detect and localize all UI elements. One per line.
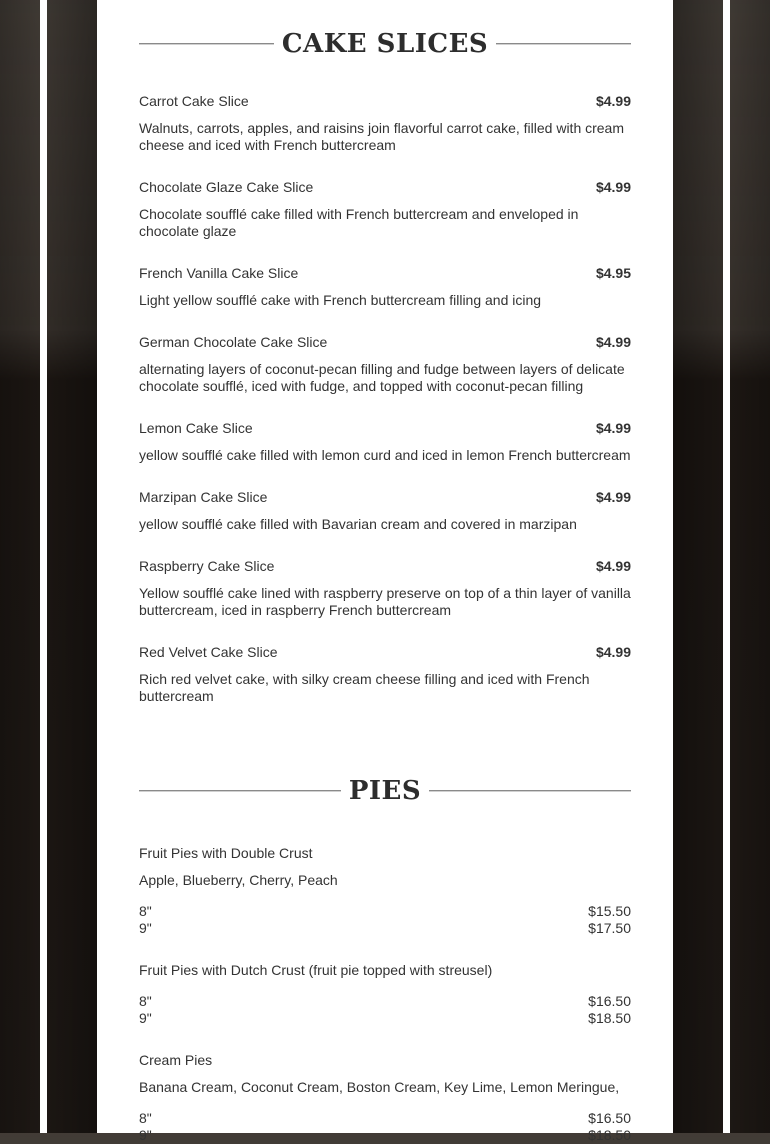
- item-name: Marzipan Cake Slice: [139, 489, 268, 505]
- item-description: yellow soufflé cake filled with Bavarian cream and covered in marzipan: [139, 516, 577, 532]
- pie-price: $16.50: [588, 1110, 631, 1126]
- section-spacer: [139, 730, 631, 771]
- pie-item: [139, 1052, 631, 1144]
- item-description: yellow soufflé cake filled with lemon curd and iced in lemon French buttercream: [139, 447, 631, 463]
- menu-item: [139, 644, 631, 705]
- pies-list: [139, 845, 631, 1144]
- item-price: $4.99: [595, 644, 631, 660]
- item-price: $4.99: [595, 93, 631, 109]
- menu-sheet: [97, 0, 673, 1143]
- item-price: $4.99: [595, 420, 631, 436]
- menu-item: [139, 179, 631, 240]
- background-right-outer: [730, 0, 770, 1133]
- item-price: $4.99: [595, 558, 631, 574]
- background-stripe-left: [40, 0, 47, 1133]
- pies-heading: [139, 771, 631, 811]
- menu-item: [139, 93, 631, 154]
- size-row: [139, 1127, 631, 1144]
- item-description: Banana Cream, Coconut Cream, Boston Cream, Key Lime, Lemon Meringue,: [139, 1079, 620, 1095]
- item-description: Light yellow soufflé cake with French buttercream filling and icing: [139, 292, 542, 308]
- item-description: Rich red velvet cake, with silky cream cheese filling and iced with French buttercream: [139, 671, 590, 704]
- item-description: Yellow soufflé cake lined with raspberry preserve on top of a thin layer of vanilla buttercream, iced in raspberry French buttercream: [139, 585, 631, 618]
- background-left-inner: [47, 0, 97, 1133]
- pie-price: $15.50: [588, 903, 631, 919]
- item-name: French Vanilla Cake Slice: [139, 265, 299, 281]
- item-name: Fruit Pies with Double Crust: [139, 845, 313, 861]
- background-left-outer: [0, 0, 40, 1133]
- size-price-list: [139, 993, 631, 1027]
- heading-rule-left: [139, 43, 274, 45]
- menu-content: [97, 24, 673, 1144]
- size-row: [139, 903, 631, 920]
- pie-size: 8": [139, 993, 152, 1009]
- heading-rule-right: [496, 43, 631, 45]
- item-description: Chocolate soufflé cake filled with French buttercream and enveloped in chocolate glaze: [139, 206, 579, 239]
- item-name: Cream Pies: [139, 1052, 213, 1068]
- item-name: Chocolate Glaze Cake Slice: [139, 179, 314, 195]
- pie-item: [139, 845, 631, 937]
- size-price-list: [139, 903, 631, 937]
- pie-price: $18.50: [588, 1010, 631, 1026]
- item-description: Apple, Blueberry, Cherry, Peach: [139, 872, 338, 888]
- item-price: $4.99: [595, 179, 631, 195]
- heading-rule-left: [139, 790, 341, 792]
- pie-size: 8": [139, 903, 152, 919]
- background-right-inner: [673, 0, 723, 1133]
- menu-item: [139, 420, 631, 464]
- section-title: CAKE SLICES: [281, 29, 489, 59]
- pie-size: 9": [139, 1010, 152, 1026]
- item-name: Red Velvet Cake Slice: [139, 644, 278, 660]
- menu-item: [139, 265, 631, 309]
- item-name: Raspberry Cake Slice: [139, 558, 275, 574]
- size-row: [139, 1010, 631, 1027]
- menu-item: [139, 558, 631, 619]
- item-name: Lemon Cake Slice: [139, 420, 253, 436]
- size-row: [139, 1110, 631, 1127]
- pie-size: 9": [139, 1127, 152, 1143]
- size-price-list: [139, 1110, 631, 1144]
- pie-price: $16.50: [588, 993, 631, 1009]
- cake-slices-heading: [139, 24, 631, 64]
- item-name: German Chocolate Cake Slice: [139, 334, 328, 350]
- pie-price: $17.50: [588, 920, 631, 936]
- item-price: $4.99: [595, 489, 631, 505]
- item-price: $4.95: [595, 265, 631, 281]
- item-name: Fruit Pies with Dutch Crust (fruit pie topped with streusel): [139, 962, 493, 978]
- item-name: Carrot Cake Slice: [139, 93, 249, 109]
- item-description: Walnuts, carrots, apples, and raisins join flavorful carrot cake, filled with cream cheese and iced with French buttercream: [139, 120, 625, 153]
- background-stripe-right: [723, 0, 730, 1133]
- heading-rule-right: [429, 790, 631, 792]
- pie-size: 8": [139, 1110, 152, 1126]
- size-row: [139, 993, 631, 1010]
- pie-price: $18.50: [588, 1127, 631, 1143]
- size-row: [139, 920, 631, 937]
- pie-item: [139, 962, 631, 1027]
- menu-item: [139, 489, 631, 533]
- menu-item: [139, 334, 631, 395]
- section-title: PIES: [348, 776, 422, 806]
- item-price: $4.99: [595, 334, 631, 350]
- pie-size: 9": [139, 920, 152, 936]
- item-description: alternating layers of coconut-pecan filling and fudge between layers of delicate chocolate soufflé, iced with fudge, and topped with coconut-pecan filling: [139, 361, 625, 394]
- cake-slices-list: [139, 93, 631, 705]
